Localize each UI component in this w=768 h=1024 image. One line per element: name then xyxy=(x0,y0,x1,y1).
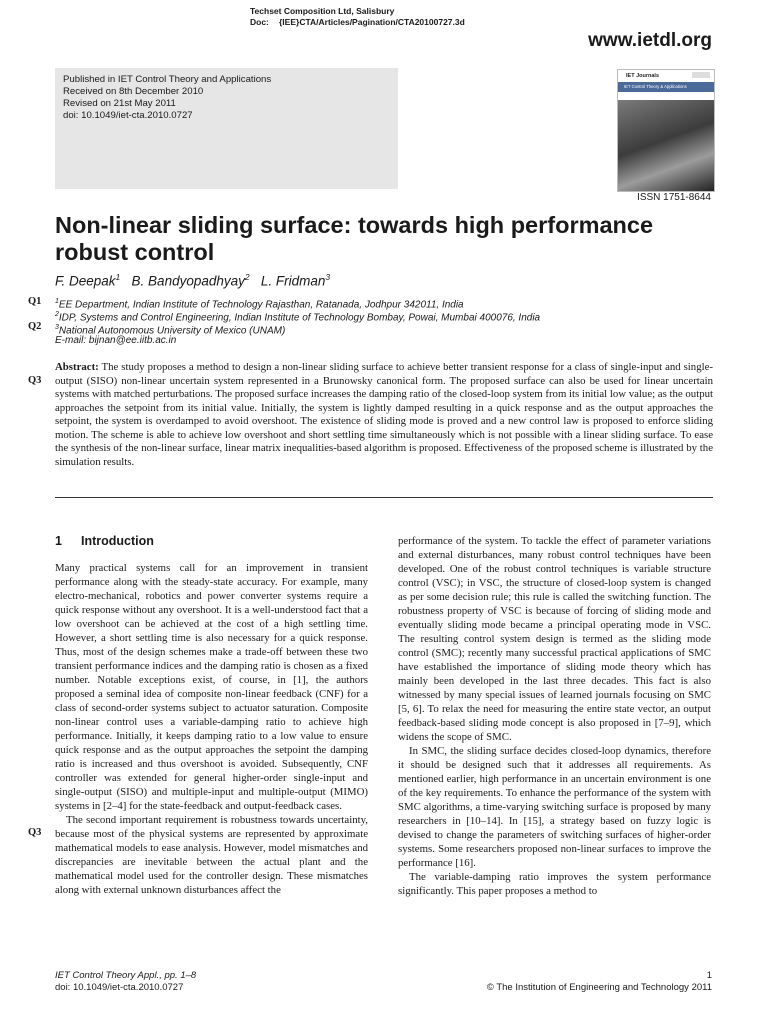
author-sup: 2 xyxy=(244,272,250,282)
section-heading xyxy=(55,534,154,548)
body-paragraph: The second important requirement is robustness towards uncertainty, because most of the physical systems are represented by approximate mathematical models to ease analysis. However, model mismatches and discrepancies are inevitable between the actual plant and the mathematical model used for the controller design. These mismatches along with external unknown disturbances affect the xyxy=(55,814,368,896)
affiliation-sup: 3 xyxy=(55,324,59,331)
query-marker-q2[interactable]: Q2 xyxy=(28,321,42,332)
query-marker-q3-body[interactable]: Q3 xyxy=(28,827,42,838)
published-in: Published in IET Control Theory and Applications xyxy=(63,74,272,85)
affiliation-text: IDP, Systems and Control Engineering, Indian Institute of Technology Bombay, Powai, Mumbai 400076, India xyxy=(58,312,541,324)
author-email[interactable]: E-mail: bijnan@ee.iitb.ac.in xyxy=(55,335,177,346)
footer-left xyxy=(55,970,196,994)
page-number: 1 xyxy=(706,970,712,981)
doc-label: Doc: xyxy=(250,17,269,27)
author-name: F. Deepak xyxy=(55,273,116,289)
abstract-text: The study proposes a method to design a non-linear sliding surface to achieve better transient response for a class of single-input and single-output (SISO) non-linear uncertain system represented in a Brunowsky canonical form. The proposed surface can also be used for linear uncertain systems with matched perturbations. The proposed surface increases the damping ratio of the closed-loop system from its initial low value; as the output approaches the setpoint from its initial value. Initially, the system is lightly damped resulting in a quick response and as the output approaches the setpoint, the system is overdamped to avoid overshoot. The existence of sliding mode is proved and a new control law is proposed to enforce sliding motion. The scheme is able to achieve low overshoot and short settling time simultaneously which is not possible with a linear sliding surface. To ease the synthesis of the non-linear surface, linear matrix inequalities-based algorithm is proposed. Effectiveness of the proposed scheme is illustrated by the simulation results. xyxy=(55,361,713,468)
cover-photo xyxy=(618,100,714,191)
author-name: L. Fridman xyxy=(260,273,326,289)
cover-title-band: IET Control Theory & Applications xyxy=(618,82,714,92)
author-name: B. Bandyopadhyay xyxy=(131,273,245,289)
revised-date: Revised on 21st May 2011 xyxy=(63,98,176,109)
copyright: © The Institution of Engineering and Technology 2011 xyxy=(486,982,712,993)
publication-info-box xyxy=(55,68,398,189)
section-number: 1 xyxy=(55,534,62,548)
journal-cover-image xyxy=(617,69,715,192)
body-column-left xyxy=(55,561,368,897)
received-date: Received on 8th December 2010 xyxy=(63,86,204,97)
affiliation-text: EE Department, Indian Institute of Technology Rajasthan, Ratanada, Jodhpur 342011, India xyxy=(58,299,464,311)
site-url[interactable]: www.ietdl.org xyxy=(588,30,712,51)
footer-right xyxy=(487,970,712,994)
affiliation-text: National Autonomous University of Mexico (UNAM) xyxy=(58,325,286,337)
proof-header-doc xyxy=(250,17,465,28)
query-marker-q3-abstract[interactable]: Q3 xyxy=(28,375,42,386)
abstract-label: Abstract: xyxy=(55,361,99,373)
proof-header-line1: Techset Composition Ltd, Salisbury xyxy=(250,6,395,16)
abstract xyxy=(55,361,713,469)
body-paragraph: Many practical systems call for an improvement in transient performance along with the steady-state accuracy. For example, many electro-mechanical, robotics and power converter systems require a quick response without any overshoot. It is a well-understood fact that a low overshoot can be achieved at the cost of a high settling time. However, a short settling time is also necessary for a quick response. Thus, most of the design schemes make a trade-off between these two transient performance indices and the damping ratio is chosen as a fixed number. Notable exceptions exist, of course, in [1], the authors proposed a seminal idea of composite non-linear feedback (CNF) for a class of second-order systems subject to actuator saturation. Composite non-linear control uses a variable-damping ratio to achieve high performance. Initially, it keeps damping ratio to a low value to ensure quick response and as the output approaches the setpoint the damping ratio is increased and thus overshoot is avoided. Subsequently, CNF controller was extended for general higher-order single-input and single-output (SISO) and multiple-input and multiple-output (MIMO) systems in [2–4] for the state-feedback and output-feedback cases. xyxy=(55,562,368,812)
body-paragraph: The variable-damping ratio improves the system performance significantly. This paper proposes a method to xyxy=(398,871,711,897)
affiliation-sup: 1 xyxy=(55,298,59,305)
section-title: Introduction xyxy=(81,534,154,548)
doc-path: {IEE}CTA/Articles/Pagination/CTA20100727.3d xyxy=(279,17,465,27)
proof-header xyxy=(250,6,465,28)
doi: doi: 10.1049/iet-cta.2010.0727 xyxy=(63,110,193,121)
author-sup: 1 xyxy=(115,272,121,282)
divider-rule xyxy=(55,497,713,498)
body-paragraph: performance of the system. To tackle the effect of parameter variations and external disturbances, many robust control techniques have been developed. One of the robust control techniques is variable structure control (VSC); in VSC, the structure of closed-loop system is changed as per some decision rule; this rule is called the switching function. The robustness property of VSC is because of forcing of sliding mode and eventually sliding mode became a principal operating mode in VSC. The resulting control system design is termed as the sliding mode control (SMC); recently many successful practical applications of SMC have established the importance of sliding mode theory which has mainly been developed in the last three decades. This fact is also witnessed by many special issues of learned journals focusing on SMC [5, 6]. To relax the need for measuring the entire state vector, an output feedback-based sliding mode concept is also proposed in [7–9], which widens the scope of SMC. xyxy=(398,535,711,743)
body-column-right xyxy=(398,534,711,898)
cover-issue-label xyxy=(692,72,710,78)
issn: ISSN 1751-8644 xyxy=(637,192,711,203)
footer-journal: IET Control Theory Appl., pp. 1–8 xyxy=(55,970,197,981)
cover-brand: IET Journals xyxy=(626,73,660,79)
author-sup: 3 xyxy=(325,272,331,282)
footer-doi: doi: 10.1049/iet-cta.2010.0727 xyxy=(55,982,184,993)
author-list xyxy=(55,272,330,289)
query-marker-q1[interactable]: Q1 xyxy=(28,296,42,307)
affiliation-sup: 2 xyxy=(55,311,59,318)
body-paragraph: In SMC, the sliding surface decides closed-loop dynamics, therefore it should be designed such that it addresses all requirements. As mentioned earlier, high performance in an uncertain environment is one of the key requirements. To enhance the performance of the system with SMC algorithms, a time-varying switching surface is proposed by many researchers in [10–14]. In [15], a strategy based on fuzzy logic is devised to change the parameters of switching surfaces of higher-order systems. Some researchers proposed non-linear surfaces to improve the performance [16]. xyxy=(398,745,711,869)
paper-title: Non-linear sliding surface: towards high performance robust control xyxy=(55,212,654,265)
